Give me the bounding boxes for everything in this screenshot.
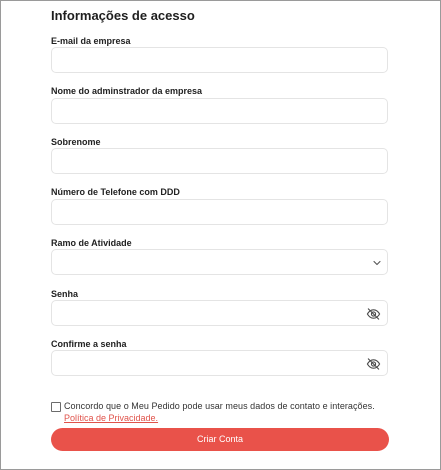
create-account-button[interactable]: Criar Conta bbox=[51, 428, 389, 451]
privacy-policy-link[interactable]: Política de Privacidade. bbox=[64, 413, 159, 423]
consent-checkbox[interactable] bbox=[51, 402, 61, 412]
email-field-container bbox=[51, 47, 388, 73]
password-label: Senha bbox=[51, 289, 79, 299]
password-field-container bbox=[51, 300, 388, 326]
phone-label: Número de Telefone com DDD bbox=[51, 187, 180, 197]
eye-off-icon[interactable] bbox=[366, 307, 381, 321]
business-sector-select[interactable] bbox=[51, 249, 388, 275]
phone-field[interactable] bbox=[52, 200, 387, 224]
chevron-down-icon bbox=[372, 258, 382, 268]
form-title: Informações de acesso bbox=[51, 8, 195, 23]
email-label: E-mail da empresa bbox=[51, 36, 131, 46]
consent-text: Concordo que o Meu Pedido pode usar meus dados de contato e interações. bbox=[64, 401, 375, 411]
eye-off-icon[interactable] bbox=[366, 357, 381, 371]
admin-name-label: Nome do adminstrador da empresa bbox=[51, 86, 203, 96]
confirm-password-field-container bbox=[51, 350, 388, 376]
confirm-password-field[interactable] bbox=[52, 351, 387, 375]
admin-name-field[interactable] bbox=[52, 99, 387, 123]
email-field[interactable] bbox=[52, 48, 387, 72]
confirm-password-label: Confirme a senha bbox=[51, 339, 127, 349]
surname-label: Sobrenome bbox=[51, 137, 101, 147]
password-field[interactable] bbox=[52, 301, 387, 325]
business-sector-label: Ramo de Atividade bbox=[51, 238, 132, 248]
surname-field[interactable] bbox=[52, 149, 387, 173]
surname-field-container bbox=[51, 148, 388, 174]
admin-name-field-container bbox=[51, 98, 388, 124]
phone-field-container bbox=[51, 199, 388, 225]
